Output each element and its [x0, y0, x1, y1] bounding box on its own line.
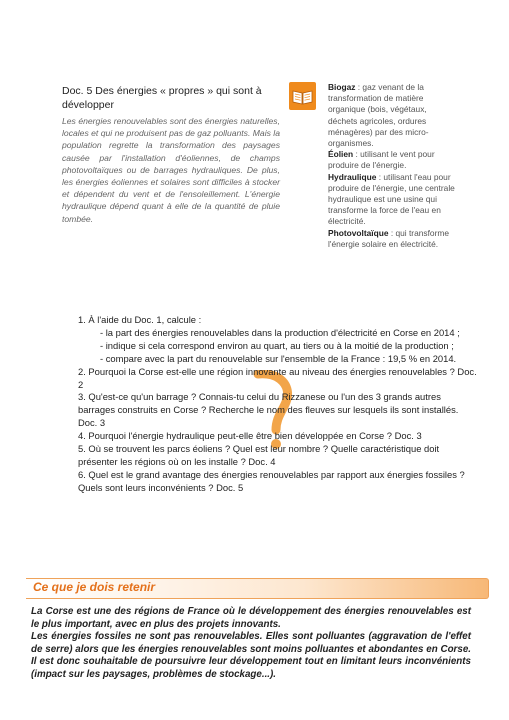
glossary — [328, 82, 456, 250]
questions-list — [78, 314, 478, 495]
question-1-item: - la part des énergies renouvelables dans la production d'électricité en Corse en 2014 ; — [100, 326, 460, 338]
glossary-entry-photovoltaique — [328, 228, 456, 250]
doc5-section — [62, 84, 280, 225]
glossary-term: Hydraulique — [328, 171, 377, 182]
question-6: 6. Quel est le grand avantage des énergies renouvelables par rapport aux énergies fossiles ? Quels sont leurs inconvénients ? Doc. 5 — [78, 468, 465, 493]
retenir-paragraph: La Corse est une des régions de France où le développement des énergies renouvelables est le plus important, avec en plus des projets innovants. — [31, 606, 471, 630]
glossary-definition: : gaz venant de la transformation de matière organique (bois, végétaux, déchets agricoles, ordures ménagères) par des micro-organismes. — [328, 82, 429, 149]
glossary-definition: : utilisant le vent pour produire de l'énergie. — [328, 149, 435, 171]
question-1-item: - compare avec la part du renouvelable sur l'ensemble de la France : 19,5 % en 2014. — [100, 352, 457, 364]
retenir-title: Ce que je dois retenir — [33, 580, 156, 594]
glossary-term: Éolien — [328, 149, 354, 160]
retenir-paragraph: Les énergies fossiles ne sont pas renouvelables. Elles sont polluantes (aggravation de l'effet de serre) alors que les énergies renouvelables sont moins polluantes et abondantes en Corse. Il est donc souhaitable de poursuivre leur développement tout en limitant leurs inconvénients (impact sur les paysages, problèmes de stockage...). — [31, 631, 471, 680]
question-5: 5. Où se trouvent les parcs éoliens ? Quel est leur nombre ? Quelle caractéristique doit présenter les régions où on les installe ? Doc. 4 — [78, 443, 440, 467]
question-2: 2. Pourquoi la Corse est-elle une région innovante au niveau des énergies renouvelables ? Doc. 2 — [78, 365, 477, 390]
question-1-item: - indique si cela correspond environ au quart, au tiers ou à la moitié de la production ; — [100, 339, 454, 351]
glossary-term: Photovoltaïque — [328, 227, 389, 238]
glossary-definition: : qui transforme l'énergie solaire en électricité. — [328, 227, 450, 249]
question-3: 3. Qu'est-ce qu'un barrage ? Connais-tu celui du Rizzanese ou l'un des 3 grands autres barrages construits en Corse ? Recherche le nom des fleuves sur lesquels ils sont installés. Doc. 3 — [78, 391, 459, 429]
glossary-entry-biogaz — [328, 82, 456, 149]
glossary-entry-hydraulique — [328, 172, 456, 228]
glossary-term: Biogaz — [328, 82, 356, 92]
retenir-summary — [31, 606, 471, 682]
doc5-title: Doc. 5 Des énergies « propres » qui sont à développer — [62, 85, 262, 111]
glossary-entry-eolien — [328, 149, 456, 171]
question-1: 1. À l'aide du Doc. 1, calcule : — [78, 314, 202, 325]
question-4: 4. Pourquoi l'énergie hydraulique peut-elle être bien développée en Corse ? Doc. 3 — [78, 430, 422, 442]
glossary-definition: : utilisant l'eau pour produire de l'énergie, une centrale hydraulique est une usine qui transforme la force de l'eau en électricité. — [328, 171, 455, 227]
open-book-icon — [289, 82, 316, 110]
doc5-text: Les énergies renouvelables sont des énergies naturelles, locales et qui ne produisent pas de gaz polluants. Mais la population regrette la transformation des paysages causée par l'installation d'éoliennes, de champs photovoltaïques ou de barrages hydrauliques. De plus, les énergies éoliennes et solaires sont difficiles à stocker et dépendent du vent et de l'ensoleillement. L'énergie hydraulique dépend quant à elle de la quantité de pluie tombée. — [62, 116, 280, 224]
